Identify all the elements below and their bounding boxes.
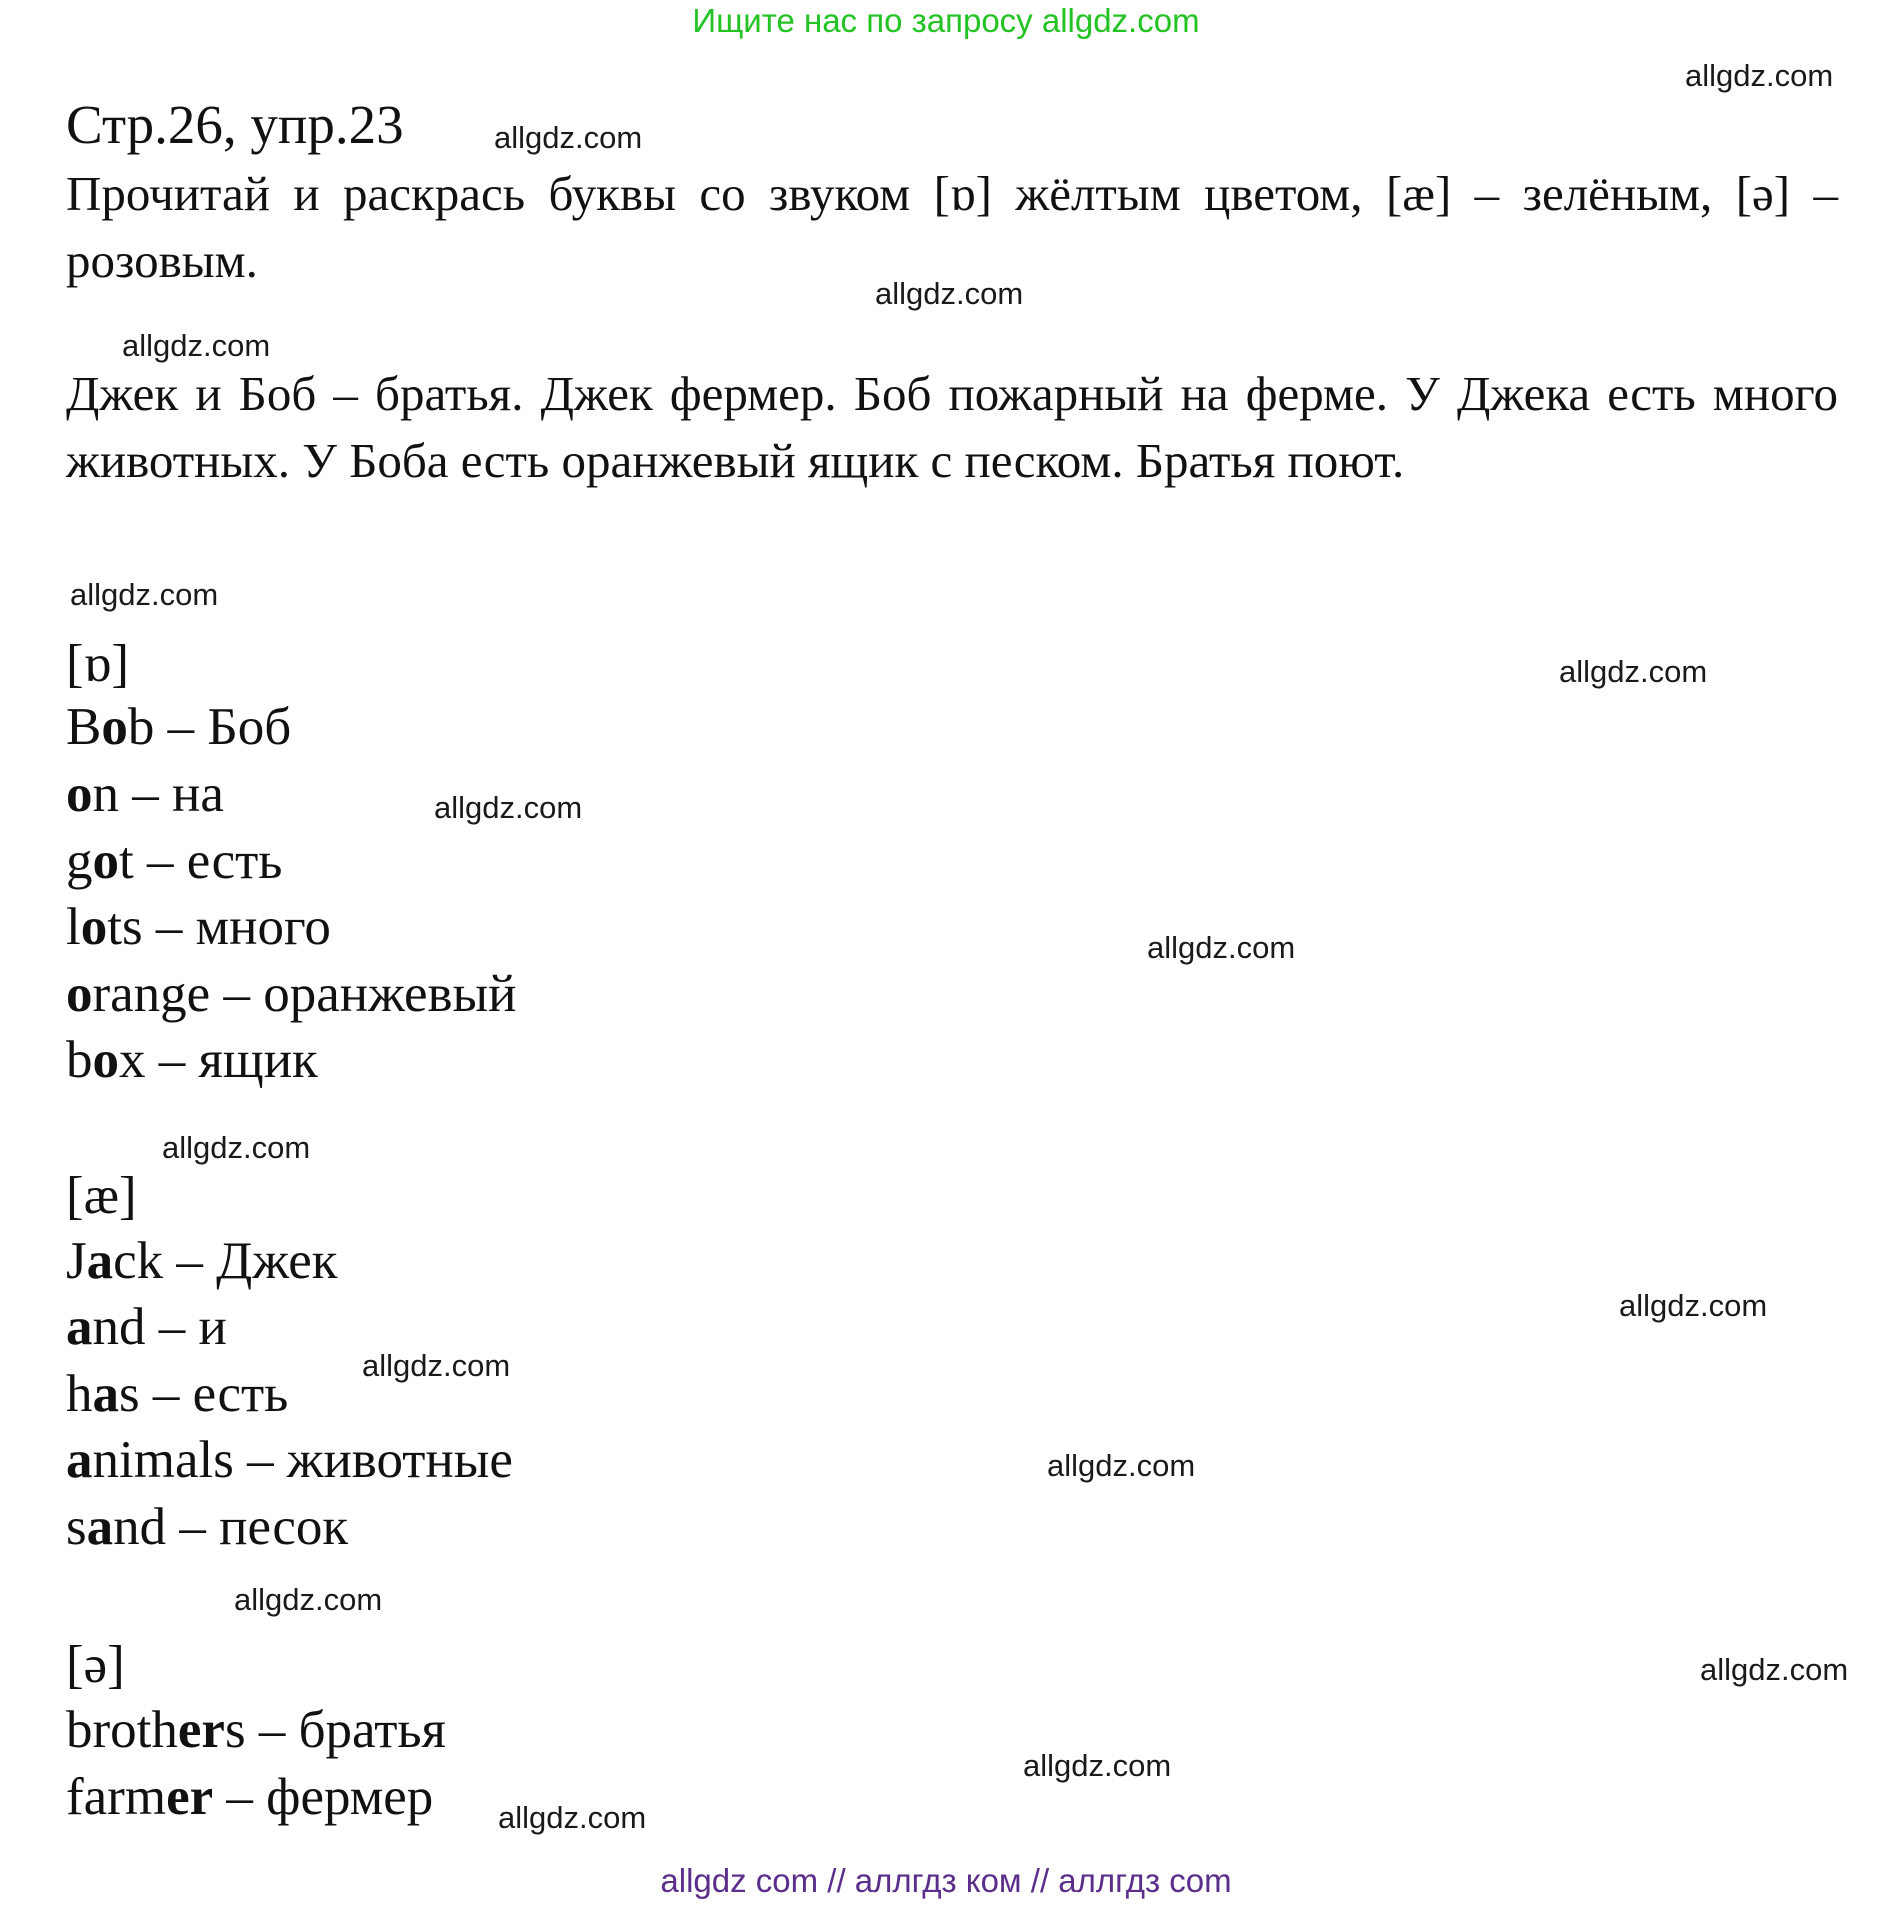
watermark: allgdz.com <box>498 1800 647 1835</box>
watermark: allgdz.com <box>234 1582 383 1617</box>
word-item: Jack – Джек <box>66 1232 338 1290</box>
sound-label-schwa: [ə] <box>66 1636 125 1694</box>
page-title: Стр.26, упр.23 <box>66 94 404 155</box>
watermark: allgdz.com <box>1023 1748 1172 1783</box>
watermark: allgdz.com <box>362 1348 511 1383</box>
watermark: allgdz.com <box>1619 1288 1768 1323</box>
word-item: brothers – братья <box>66 1701 446 1759</box>
word-item: farmer – фермер <box>66 1768 434 1826</box>
watermark: allgdz.com <box>1700 1652 1849 1687</box>
watermark: allgdz.com <box>434 790 583 825</box>
instruction-text: Прочитай и раскрась буквы со звуком [ɒ] жёлтым цветом, [æ] – зелёным, [ə] – розовым. <box>66 166 1838 288</box>
top-banner[interactable]: Ищите нас по запросу allgdz.com <box>692 2 1200 39</box>
word-item: orange – оранжевый <box>66 965 517 1023</box>
watermark: allgdz.com <box>1047 1448 1196 1483</box>
word-item: Bob – Боб <box>66 698 292 756</box>
sound-label-o: [ɒ] <box>66 635 130 693</box>
watermark: allgdz.com <box>1559 654 1708 689</box>
story-text: Джек и Боб – братья. Джек фермер. Боб пожарный на ферме. У Джека есть много животных. У Боба есть оранжевый ящик с песком. Братья поют. <box>66 366 1838 488</box>
bottom-banner[interactable]: allgdz com // аллгдз ком // аллгдз com <box>660 1862 1232 1899</box>
watermark: allgdz.com <box>1685 58 1834 93</box>
word-item: sand – песок <box>66 1498 349 1556</box>
watermark: allgdz.com <box>1147 930 1296 965</box>
watermark: allgdz.com <box>875 276 1024 311</box>
word-item: box – ящик <box>66 1031 318 1089</box>
watermark: allgdz.com <box>122 328 271 363</box>
word-item: on – на <box>66 765 224 823</box>
word-item: lots – много <box>66 898 331 956</box>
sound-label-ae: [æ] <box>66 1167 137 1225</box>
watermark: allgdz.com <box>162 1130 311 1165</box>
watermark: allgdz.com <box>70 577 219 612</box>
word-item: animals – животные <box>66 1431 513 1489</box>
word-item: has – есть <box>66 1365 289 1423</box>
word-item: got – есть <box>66 832 283 890</box>
watermark: allgdz.com <box>494 120 643 155</box>
word-item: and – и <box>66 1298 227 1356</box>
